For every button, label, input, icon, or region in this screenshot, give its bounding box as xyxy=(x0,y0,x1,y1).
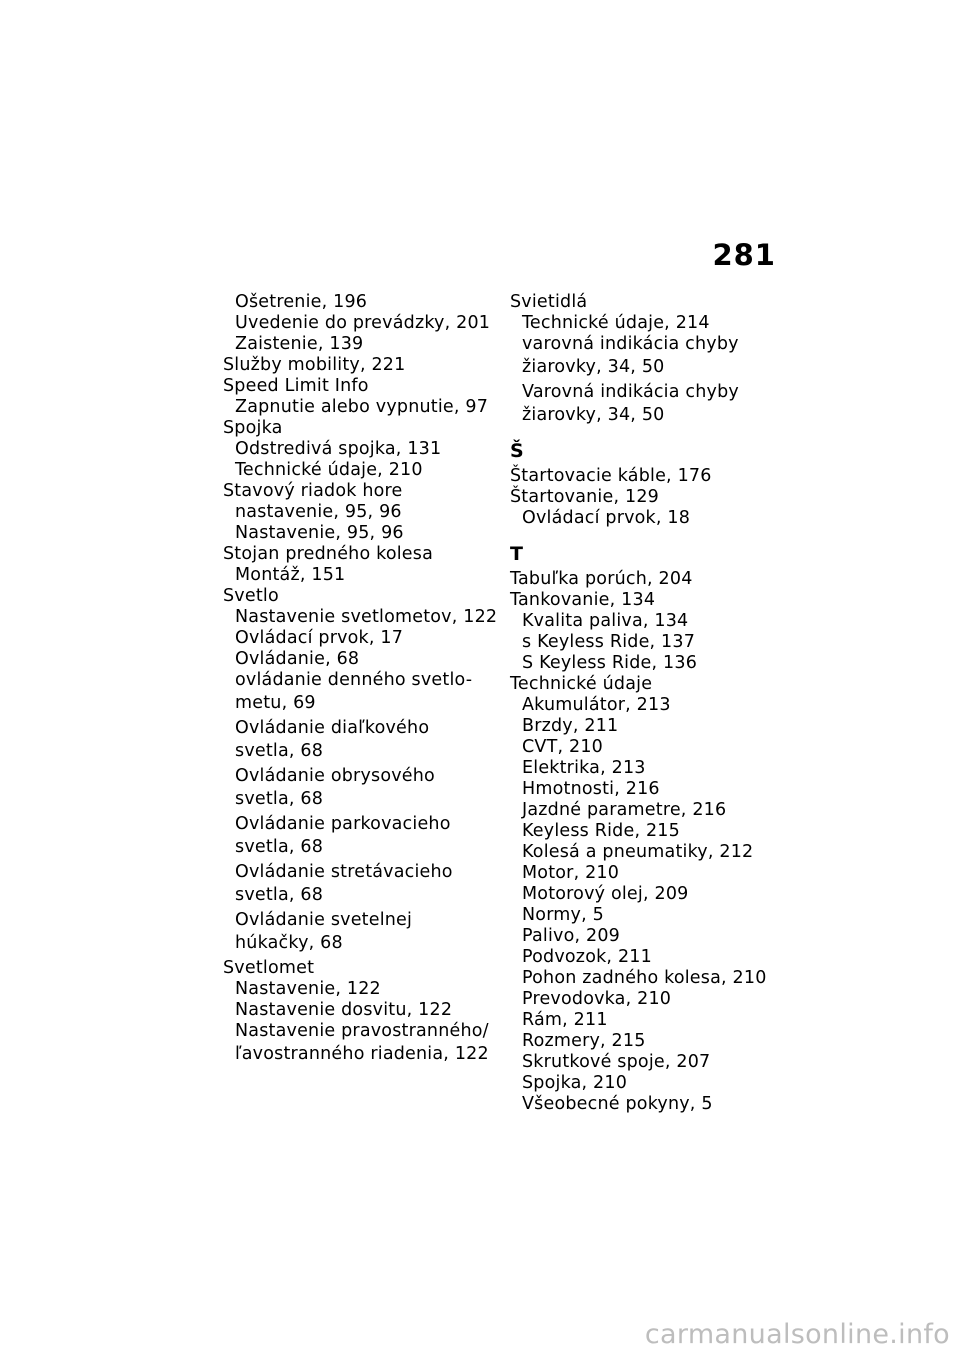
index-subentry-continuation: svetla, 68 xyxy=(235,837,324,857)
watermark: carmanualsonline.info xyxy=(644,1319,950,1350)
index-subentry: Podvozok, 211 xyxy=(522,947,652,967)
index-entry: Stojan predného kolesa xyxy=(223,544,434,564)
index-subentry: Ovládanie obrysového xyxy=(235,766,435,786)
index-subentry-continuation: svetla, 68 xyxy=(235,885,324,905)
index-subentry-continuation: žiarovky, 34, 50 xyxy=(522,357,665,377)
index-subentry: Brzdy, 211 xyxy=(522,716,619,736)
page-number: 281 xyxy=(712,238,776,272)
index-subentry: Uvedenie do prevádzky, 201 xyxy=(235,313,491,333)
index-subentry: CVT, 210 xyxy=(522,737,604,757)
index-subentry: Rozmery, 215 xyxy=(522,1031,646,1051)
index-subentry: Ovládací prvok, 17 xyxy=(235,628,404,648)
index-subentry: Ovládací prvok, 18 xyxy=(522,508,691,528)
index-subentry: Ovládanie stretávacieho xyxy=(235,862,453,882)
index-entry: Svetlo xyxy=(223,586,279,606)
index-subentry: Technické údaje, 210 xyxy=(235,460,423,480)
index-entry: Stavový riadok hore xyxy=(223,481,403,501)
index-subentry: Motor, 210 xyxy=(522,863,620,883)
index-subentry: Nastavenie pravostranného/ xyxy=(235,1021,489,1041)
index-subentry: Zaistenie, 139 xyxy=(235,334,364,354)
index-subentry: S Keyless Ride, 136 xyxy=(522,653,698,673)
index-subentry: Ovládanie, 68 xyxy=(235,649,360,669)
index-subentry: Ošetrenie, 196 xyxy=(235,292,368,312)
index-subentry: Rám, 211 xyxy=(522,1010,608,1030)
index-entry: Technické údaje xyxy=(510,674,653,694)
index-subentry: Pohon zadného kolesa, 210 xyxy=(522,968,767,988)
index-subentry: Montáž, 151 xyxy=(235,565,346,585)
index-subentry: Spojka, 210 xyxy=(522,1073,628,1093)
index-entry: Speed Limit Info xyxy=(223,376,369,396)
index-letter-heading: T xyxy=(510,543,523,565)
index-subentry-continuation: svetla, 68 xyxy=(235,741,324,761)
index-subentry: Nastavenie dosvitu, 122 xyxy=(235,1000,453,1020)
index-subentry: Keyless Ride, 215 xyxy=(522,821,680,841)
index-entry: Tankovanie, 134 xyxy=(510,590,656,610)
index-subentry: Nastavenie, 95, 96 xyxy=(235,523,404,543)
index-subentry: Kolesá a pneumatiky, 212 xyxy=(522,842,754,862)
index-column-left xyxy=(223,292,523,1065)
index-entry: Svietidlá xyxy=(510,292,588,312)
index-subentry: nastavenie, 95, 96 xyxy=(235,502,402,522)
index-entry: Svetlomet xyxy=(223,958,315,978)
index-subentry: Ovládanie svetelnej xyxy=(235,910,413,930)
index-entry: Štartovacie káble, 176 xyxy=(510,466,712,486)
index-subentry: Všeobecné pokyny, 5 xyxy=(522,1094,713,1114)
index-letter-heading: Š xyxy=(510,440,524,462)
index-subentry: Ovládanie parkovacieho xyxy=(235,814,451,834)
index-subentry: s Keyless Ride, 137 xyxy=(522,632,696,652)
index-subentry: Normy, 5 xyxy=(522,905,604,925)
index-subentry-continuation: húkačky, 68 xyxy=(235,933,343,953)
index-subentry: Skrutkové spoje, 207 xyxy=(522,1052,711,1072)
index-subentry: Palivo, 209 xyxy=(522,926,621,946)
index-entry: Spojka xyxy=(223,418,283,438)
index-subentry: Nastavenie, 122 xyxy=(235,979,381,999)
index-subentry: Jazdné parametre, 216 xyxy=(522,800,727,820)
index-subentry: Hmotnosti, 216 xyxy=(522,779,660,799)
index-entry: Služby mobility, 221 xyxy=(223,355,406,375)
index-entry: Tabuľka porúch, 204 xyxy=(510,569,693,589)
index-subentry: Zapnutie alebo vypnutie, 97 xyxy=(235,397,489,417)
index-subentry: Odstredivá spojka, 131 xyxy=(235,439,442,459)
index-subentry-continuation: ľavostranného riadenia, 122 xyxy=(235,1044,489,1064)
index-subentry: Technické údaje, 214 xyxy=(522,313,710,333)
index-subentry: varovná indikácia chyby xyxy=(522,334,739,354)
index-subentry-continuation: metu, 69 xyxy=(235,693,316,713)
index-subentry: Ovládanie diaľkového xyxy=(235,718,430,738)
index-subentry-continuation: svetla, 68 xyxy=(235,789,324,809)
index-subentry: Elektrika, 213 xyxy=(522,758,646,778)
index-subentry: Akumulátor, 213 xyxy=(522,695,671,715)
index-entry: Štartovanie, 129 xyxy=(510,487,659,507)
index-subentry: ovládanie denného svetlo- xyxy=(235,670,473,690)
index-column-right xyxy=(510,292,810,1115)
index-subentry-continuation: žiarovky, 34, 50 xyxy=(522,405,665,425)
index-subentry: Prevodovka, 210 xyxy=(522,989,672,1009)
index-subentry: Motorový olej, 209 xyxy=(522,884,689,904)
index-subentry: Nastavenie svetlometov, 122 xyxy=(235,607,498,627)
index-subentry: Kvalita paliva, 134 xyxy=(522,611,689,631)
index-subentry: Varovná indikácia chyby xyxy=(522,382,739,402)
